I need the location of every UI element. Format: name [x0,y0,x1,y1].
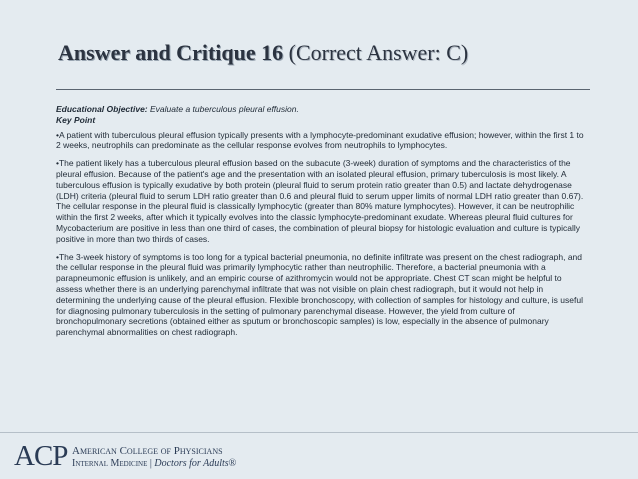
title-divider [56,89,590,90]
bullet-2: •The patient likely has a tuberculous pleural effusion based on the subacute (3-week) duration of symptoms and the characteristics of the pleural effusion. Because of the patient's age and the presentation with an isolated pleural effusion, primary tuberculosis is most likely. A tuberculous effusion is typically exudative by both protein (pleural fluid to serum protein ratio greater than 0.5) and lactate dehydrogenase (LDH) criteria (pleural fluid to serum LDH ratio greater than 0.6 and pleural fluid to serum upper limits of normal LDH ratio greater than 0.67). The cellular response in the pleural fluid is classically lymphocytic (greater than 80% mature lymphocytes). However, it can be neutrophilic within the first 2 weeks, after which it typically evolves into the classic lymphocyte-predominant exudate. Whereas pleural fluid cultures for Mycobacterium are positive in less than one third of cases, the combination of pleural biopsy for histologic evaluation and culture is typically positive in more than two thirds of cases. [56,158,584,244]
key-point-heading: Key Point [56,114,96,125]
trademark: ® [228,458,237,469]
org-subline [72,457,236,470]
slide-title [58,40,618,66]
bullet-1: •A patient with tuberculous pleural effusion typically presents with a lymphocyte-predominant exudative effusion; however, within the first 1 to 2 weeks, neutrophils can predominate as the cellular response evolves from neutrophils to lymphocytes. [56,129,584,151]
title-bold: Answer and Critique 16 [58,40,284,65]
title-answer: (Correct Answer: C) [283,40,469,65]
acp-logo: ACP [14,440,68,472]
educational-objective [56,104,586,115]
bullet-3: •The 3-week history of symptoms is too long for a typical bacterial pneumonia, no definite infiltrate was present on the chest radiograph, and the cellular response in the pleural fluid was primarily lymphocytic rather than neutrophilic. Therefore, a bacterial pneumonia with a parapneumonic effusion is unlikely, and an empiric course of azithromycin would not be appropriate. Chest CT scan might be helpful to assess whether there is an underlying parenchymal infiltrate that was not visible on plain chest radiograph, but it would not help in determining the underlying cause of the pleural effusion. Flexible bronchoscopy, with collection of samples for histology and culture, is useful for diagnosing pulmonary tuberculosis in the setting of pulmonary parenchymal disease. However, the yield from culture of bronchopulmonary secretions (obtained either as sputum or bronchoscopic samples) is low, especially in the absence of pulmonary parenchymal abnormalities on chest radiograph. [56,251,583,338]
objective-label: Educational Objective: [56,104,148,114]
objective-text: Evaluate a tuberculous pleural effusion. [147,104,299,114]
org-sub: Internal Medicine | [72,458,155,469]
org-name: American College of Physicians [72,445,223,457]
org-block [72,445,236,470]
slide-content [56,104,586,345]
org-tagline: Doctors for Adults [154,458,229,469]
